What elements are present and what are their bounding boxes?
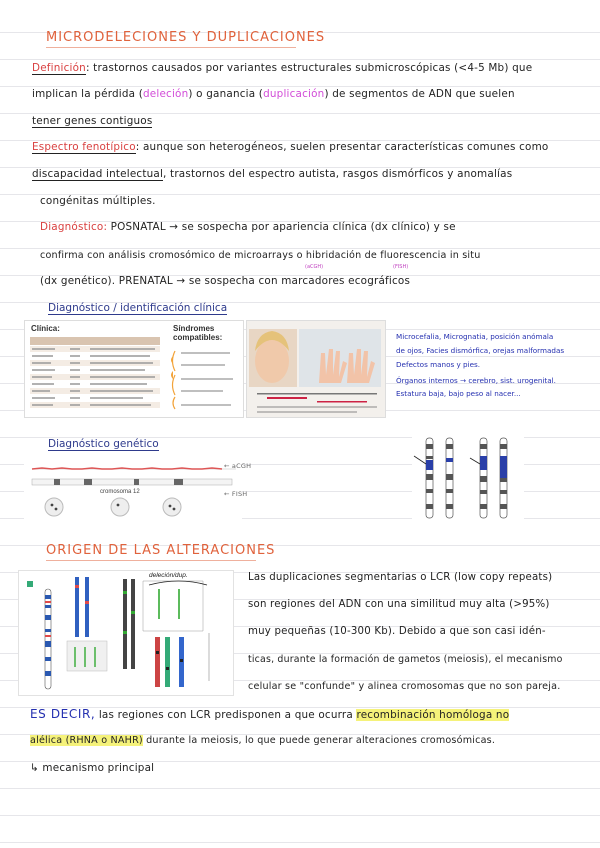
conclusion-line-3 [30,762,154,774]
definition-label: Definición [32,62,86,74]
spectrum-label: Espectro fenotípico [32,141,136,153]
spectrum-text: : aunque son heterogéneos, suelen presentar características comunes como [135,141,549,153]
note-5: Estatura baja, bajo peso al nacer... [396,389,521,398]
spectrum-text-2b: , trastornos del espectro autista, rasgos dismórficos y anomalías [163,168,513,180]
origin-title-underline [46,560,256,561]
definition-line-3 [32,115,152,127]
diagnosis-text-1: POSNATAL → se sospecha por apariencia clínica (dx clínico) y se [110,221,456,233]
spectrum-line-2 [32,168,512,180]
lcr-diagram [19,571,233,695]
spectrum-line-1 [32,141,548,153]
clinic-table-svg [25,321,243,417]
origin-section-title: ORIGEN DE LAS ALTERACIONES [46,543,276,558]
definition-text-2b: ) o ganancia ( [188,88,264,100]
diagnosis-line-1 [40,221,456,233]
main-mechanism-note: ↳ mecanismo principal [30,762,155,774]
lcr-figure-label: deleción/dup. [149,572,188,579]
conclusion-text-a: las regiones con LCR predisponen a que ocurra [95,709,357,721]
clinical-subheading: Diagnóstico / identificación clínica [48,302,228,314]
definition-text-3: tener genes contiguos [32,115,153,127]
chromosome-label: cromosoma 12 [100,489,140,495]
definition-text-2c: ) de segmentos de ADN que suelen [324,88,515,100]
clinical-table-figure [24,320,244,418]
definition-line-1 [32,62,532,74]
page-title: MICRODELECIONES Y DUPLICACIONES [46,30,326,45]
duplication-term: duplicación [263,88,325,100]
clinic-heading: Clínica: [31,324,60,333]
lcr-mechanism-figure [18,570,234,696]
child-hands-photo [247,321,385,417]
clinical-photo-figure [246,320,386,418]
genetic-diagnosis-figure [24,455,242,523]
origin-line-1: Las duplicaciones segmentarias o LCR (low copy repeats) [248,572,553,583]
acgh-note: (aCGH) [305,264,324,270]
origin-line-3: muy pequeñas (10-300 Kb). Debido a que son casi idén- [248,626,546,637]
origin-line-2: son regiones del ADN con una similitud muy alta (>95%) [248,599,550,610]
diagnosis-text-2: confirma con análisis cromosómico de microarrays o hibridación de fluorescencia in situ [40,250,481,261]
chromosome-ideogram-figure [412,434,524,524]
title-underline [46,47,296,48]
highlight-rhna: alélica (RHNA o NAHR) [30,735,143,746]
chromosome-ideograms [412,434,524,524]
conclusion-text-b: durante la meiosis, lo que puede generar alteraciones cromosómicas. [142,735,496,746]
diagnosis-label: Diagnóstico: [40,221,108,233]
syndromes-heading: Síndromes compatibles: [173,324,223,342]
highlight-recombination: recombinación homóloga no [356,709,510,721]
diagnosis-line-3 [40,275,410,287]
genetic-subheading: Diagnóstico genético [48,438,159,450]
es-decir-label: ES DECIR, [30,707,96,721]
conclusion-line-1 [30,707,509,721]
spectrum-text-2a: discapacidad intelectual [32,168,164,180]
fish-note: (FISH) [393,264,409,270]
spectrum-text-3: congénitas múltiples. [40,195,156,207]
definition-text: : trastornos causados por variantes estructurales submicroscópicas (<4-5 Mb) que [85,62,533,74]
note-3: Defectos manos y pies. [396,360,481,369]
deletion-term: deleción [142,88,189,100]
definition-text-2a: implican la pérdida ( [32,88,143,100]
definition-line-2 [32,88,515,100]
diagnosis-line-2 [40,249,481,261]
fish-label: ← FISH [224,490,248,498]
acgh-label: ← aCGH [224,462,252,470]
conclusion-line-2 [30,735,495,746]
note-2: de ojos, Facies dismórfica, orejas malformadas [396,346,565,355]
diagnosis-text-3: (dx genético). PRENATAL → se sospecha con marcadores ecográficos [40,275,411,287]
spectrum-line-3 [40,195,156,207]
origin-line-5: celular se "confunde" y alinea cromosomas que no son pareja. [248,681,561,692]
origin-line-4: ticas, durante la formación de gametos (meiosis), el mecanismo [248,654,563,665]
note-4: Órganos internos → cerebro, sist. urogenital. [396,376,556,385]
note-1: Microcefalia, Micrognatia, posición anómala [396,332,554,341]
